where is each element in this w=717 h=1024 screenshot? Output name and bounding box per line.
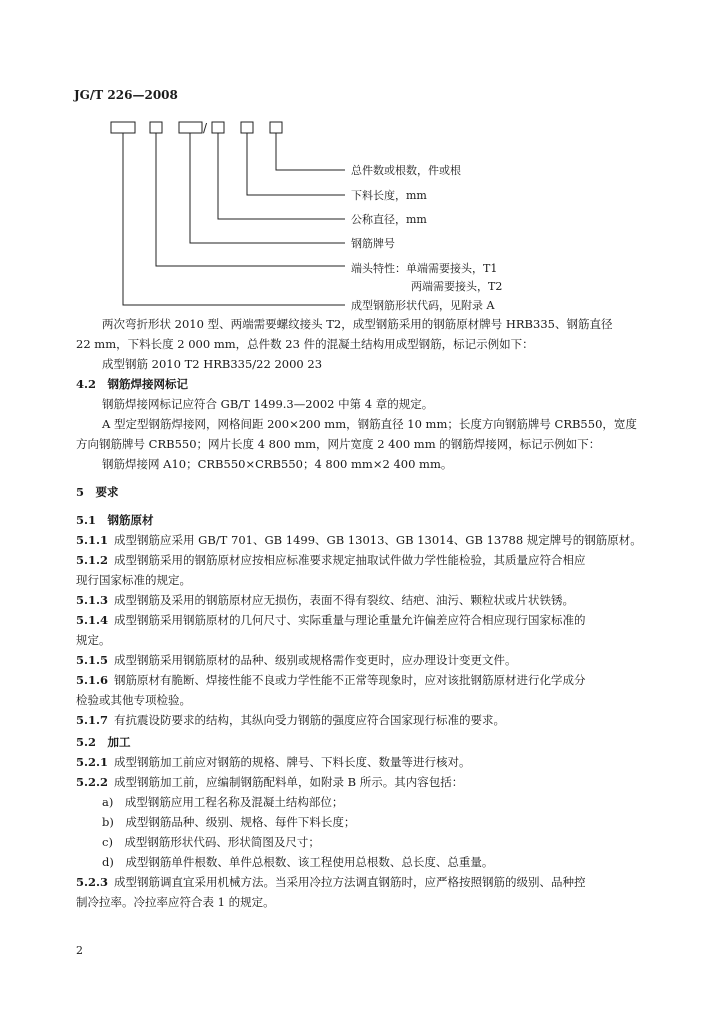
example-marking: 钢筋焊接网 A10；CRB550×CRB550；4 800 mm×2 400 mm。 — [102, 457, 453, 471]
clause-5-2-2: 5.2.2 成型钢筋加工前，应编制钢筋配料单，如附录 B 所示。其内容包括： — [76, 775, 464, 789]
code-box-diameter — [212, 122, 224, 133]
list-item-b: b) 成型钢筋品种、级别、规格、每件下料长度； — [102, 815, 356, 829]
list-item-a: a) 成型钢筋应用工程名称及混凝土结构部位； — [102, 795, 344, 809]
label-end-double: 两端需要接头，T2 — [411, 280, 503, 293]
code-box-grade — [179, 122, 202, 133]
paragraph-line: A 型定型钢筋焊接网，网格间距 200×200 mm，钢筋直径 10 mm；长度方向钢筋牌号 CRB550，宽度 — [102, 417, 637, 431]
paragraph-line: 钢筋焊接网标记应符合 GB/T 1499.3—2002 中第 4 章的规定。 — [102, 397, 434, 411]
standard-code: JG/T 226—2008 — [74, 88, 178, 102]
code-box-shape — [111, 122, 135, 133]
paragraph-line: 制冷拉率。冷拉率应符合表 1 的规定。 — [76, 895, 275, 909]
code-box-end — [150, 122, 162, 133]
section-heading-5-1: 5.1 钢筋原材 — [76, 513, 154, 527]
example-marking: 成型钢筋 2010 T2 HRB335/22 2000 23 — [102, 357, 323, 371]
section-heading-4-2: 4.2 钢筋焊接网标记 — [76, 377, 189, 391]
clause-5-1-3: 5.1.3 成型钢筋及采用的钢筋原材应无损伤，表面不得有裂纹、结疤、油污、颗粒状或片状铁锈。 — [76, 593, 575, 607]
list-item-d: d) 成型钢筋单件根数、单件总根数、该工程使用总根数、总长度、总重量。 — [102, 855, 494, 869]
label-end-single: 端头特性：单端需要接头，T1 — [351, 262, 498, 275]
clause-5-2-1: 5.2.1 成型钢筋加工前应对钢筋的规格、牌号、下料长度、数量等进行核对。 — [76, 755, 471, 769]
label-length: 下料长度，mm — [351, 189, 427, 202]
clause-5-2-3: 5.2.3 成型钢筋调直宜采用机械方法。当采用冷拉方法调直钢筋时，应严格按照钢筋的级别、品种控 — [76, 875, 586, 889]
section-heading-5-2: 5.2 加工 — [76, 735, 131, 749]
leader-end — [156, 133, 345, 266]
clause-5-1-6: 5.1.6 钢筋原材有脆断、焊接性能不良或力学性能不正常等现象时，应对该批钢筋原材进行化学成分 — [76, 673, 586, 687]
paragraph-line: 方向钢筋牌号 CRB550；网片长度 4 800 mm，网片宽度 2 400 mm 的钢筋焊接网，标记示例如下： — [76, 437, 601, 451]
page-number: 2 — [76, 944, 83, 957]
clause-5-1-2: 5.1.2 成型钢筋采用的钢筋原材应按相应标准要求规定抽取试件做力学性能检验，其质量应符合相应 — [76, 553, 586, 567]
code-box-length — [241, 122, 253, 133]
clause-5-1-5: 5.1.5 成型钢筋采用钢筋原材的品种、级别或规格需作变更时，应办理设计变更文件。 — [76, 653, 517, 667]
clause-5-1-7: 5.1.7 有抗震设防要求的结构，其纵向受力钢筋的强度应符合国家现行标准的要求。 — [76, 713, 506, 727]
paragraph-line: 现行国家标准的规定。 — [76, 573, 191, 587]
paragraph-line: 22 mm，下料长度 2 000 mm，总件数 23 件的混凝土结构用成型钢筋，标记示例如下： — [76, 337, 534, 351]
list-item-c: c) 成型钢筋形状代码、形状简图及尺寸； — [102, 835, 320, 849]
leader-diameter — [218, 133, 345, 219]
leader-grade — [190, 133, 345, 243]
label-shape-code: 成型钢筋形状代码，见附录 A — [351, 299, 495, 312]
label-grade: 钢筋牌号 — [351, 237, 395, 250]
diagram-slash: / — [203, 121, 208, 135]
clause-5-1-1: 5.1.1 成型钢筋应采用 GB/T 701、GB 1499、GB 13013、GB 13014、GB 13788 规定牌号的钢筋原材。 — [76, 533, 642, 547]
section-heading-5: 5 要求 — [76, 485, 119, 499]
code-box-count — [270, 122, 282, 133]
label-diameter: 公称直径，mm — [351, 213, 427, 226]
leader-length — [247, 133, 345, 195]
paragraph-line: 两次弯折形状 2010 型、两端需要螺纹接头 T2，成型钢筋采用的钢筋原材牌号 HRB335、钢筋直径 — [102, 317, 613, 331]
leader-count — [276, 133, 345, 170]
label-count: 总件数或根数，件或根 — [351, 164, 461, 177]
clause-5-1-4: 5.1.4 成型钢筋采用钢筋原材的几何尺寸、实际重量与理论重量允许偏差应符合相应现行国家标准的 — [76, 613, 586, 627]
paragraph-line: 检验或其他专项检验。 — [76, 693, 191, 707]
paragraph-line: 规定。 — [76, 633, 111, 647]
